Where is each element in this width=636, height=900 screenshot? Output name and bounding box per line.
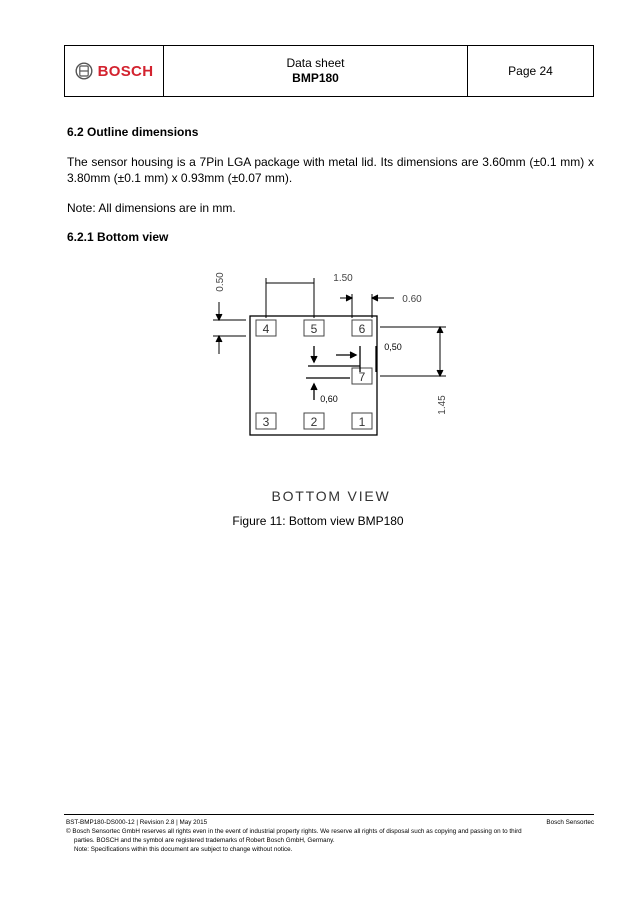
product-name: BMP180 xyxy=(292,71,339,85)
footer-rule xyxy=(64,814,594,815)
dimension-left xyxy=(213,302,246,354)
section-note: Note: All dimensions are in mm. xyxy=(67,201,236,215)
dimension-top-right xyxy=(340,294,394,318)
pad-label-7: 7 xyxy=(358,370,366,384)
dim-left-label: 0.50 xyxy=(215,272,226,292)
section-heading: 6.2 Outline dimensions xyxy=(67,125,199,139)
brand-name: BOSCH xyxy=(97,62,154,80)
subsection-heading: 6.2.1 Bottom view xyxy=(67,230,169,244)
footer-copyright-1: © Bosch Sensortec GmbH reserves all rights even in the event of industrial property rights. We reserve all rights of disposal such as copying and passing on to third xyxy=(66,828,522,835)
dim-top-label: 1.50 xyxy=(333,273,353,284)
footer-copyright-2: parties. BOSCH and the symbol are registered trademarks of Robert Bosch GmbH, Germany. xyxy=(74,837,335,844)
dim-top-right-label: 0.60 xyxy=(402,294,422,305)
footer-doc-id: BST-BMP180-DS000-12 | Revision 2.8 | May 2015 xyxy=(66,819,208,826)
dim-right-label: 1.45 xyxy=(437,395,448,415)
dim-inner-060-label: 0,60 xyxy=(320,394,338,404)
page-number: Page 24 xyxy=(508,64,553,78)
pad-label-3: 3 xyxy=(262,415,270,429)
footer-copyright-3: Note: Specifications within this document are subject to change without notice. xyxy=(74,846,293,853)
page-footer xyxy=(66,818,594,854)
dimension-top xyxy=(266,278,314,318)
figure-caption: Figure 11: Bottom view BMP180 xyxy=(232,514,404,528)
section-body: The sensor housing is a 7Pin LGA package with metal lid. Its dimensions are 3.60mm (±0.1 mm) x 3.80mm (±0.1 mm) x 0.93mm (±0.07 mm). xyxy=(67,155,594,185)
footer-company: Bosch Sensortec xyxy=(546,819,594,826)
pad-label-4: 4 xyxy=(262,322,270,336)
pad-label-5: 5 xyxy=(310,322,318,336)
bottom-view-label: BOTTOM VIEW xyxy=(271,488,391,504)
pad-label-6: 6 xyxy=(358,322,366,336)
dim-inner-050-label: 0,50 xyxy=(384,342,402,352)
doc-type: Data sheet xyxy=(286,56,345,70)
pad-label-2: 2 xyxy=(310,415,318,429)
pad-label-1: 1 xyxy=(358,415,366,429)
